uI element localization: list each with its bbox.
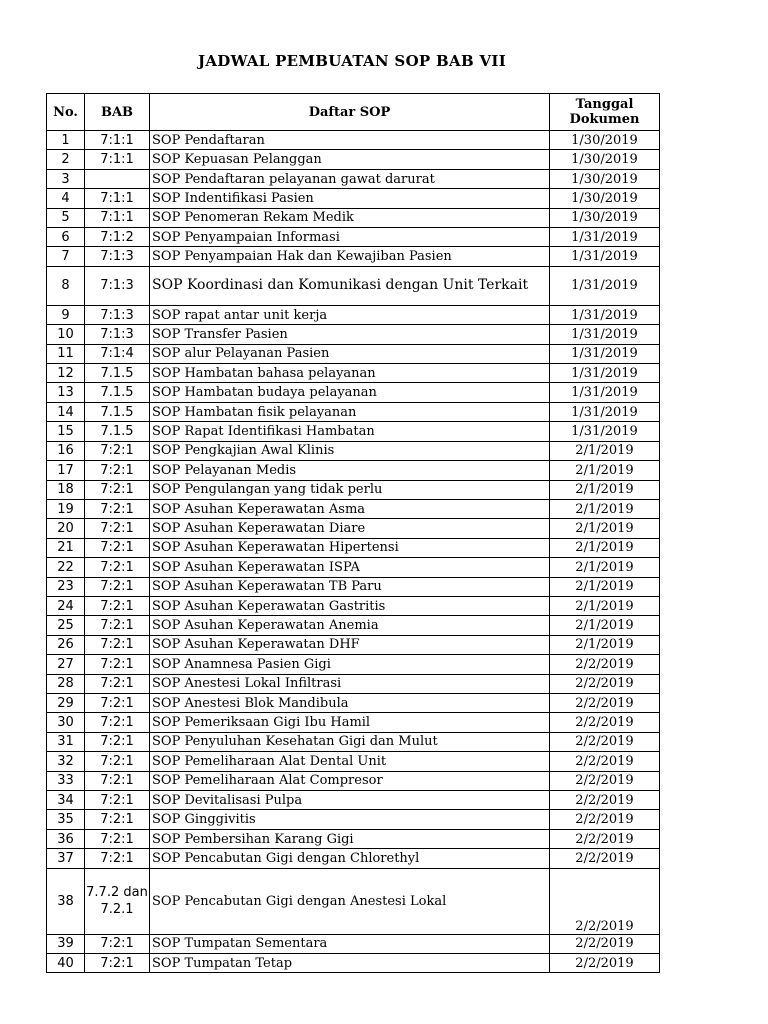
row-date: 1/31/2019 [550, 266, 660, 305]
table-row [47, 422, 660, 441]
row-bab: 7.1.5 [85, 383, 150, 402]
row-sop-name: SOP Penyampaian Hak dan Kewajiban Pasien [150, 247, 550, 266]
row-number: 3 [47, 169, 85, 188]
row-number: 1 [47, 131, 85, 150]
row-bab: 7:2:1 [85, 441, 150, 460]
row-date: 1/31/2019 [550, 344, 660, 363]
row-date: 2/1/2019 [550, 499, 660, 518]
row-bab: 7:2:1 [85, 519, 150, 538]
table-row [47, 674, 660, 693]
row-date: 2/2/2019 [550, 868, 660, 934]
row-sop-name: SOP Asuhan Keperawatan DHF [150, 635, 550, 654]
row-number: 23 [47, 577, 85, 596]
row-bab: 7:2:1 [85, 849, 150, 868]
row-number: 27 [47, 655, 85, 674]
row-number: 14 [47, 402, 85, 421]
row-number: 25 [47, 616, 85, 635]
row-bab: 7:1:1 [85, 189, 150, 208]
table-row [47, 519, 660, 538]
row-date: 1/30/2019 [550, 169, 660, 188]
row-date: 2/2/2019 [550, 934, 660, 953]
row-bab: 7:2:1 [85, 635, 150, 654]
row-bab: 7.7.2 dan 7.2.1 [85, 868, 150, 934]
row-number: 13 [47, 383, 85, 402]
table-row [47, 732, 660, 751]
row-bab: 7:2:1 [85, 577, 150, 596]
table-row [47, 596, 660, 615]
row-date: 2/2/2019 [550, 771, 660, 790]
row-number: 15 [47, 422, 85, 441]
row-number: 31 [47, 732, 85, 751]
row-number: 32 [47, 752, 85, 771]
table-row [47, 829, 660, 848]
row-date: 2/2/2019 [550, 674, 660, 693]
row-sop-name: SOP Pemeliharaan Alat Dental Unit [150, 752, 550, 771]
sop-schedule-table [46, 93, 660, 973]
row-number: 28 [47, 674, 85, 693]
row-sop-name: SOP Asuhan Keperawatan TB Paru [150, 577, 550, 596]
row-bab: 7:2:1 [85, 752, 150, 771]
table-row [47, 752, 660, 771]
table-row [47, 189, 660, 208]
row-bab: 7:1:1 [85, 131, 150, 150]
row-bab: 7:2:1 [85, 954, 150, 973]
table-row [47, 954, 660, 973]
table-row [47, 344, 660, 363]
table-row [47, 616, 660, 635]
table-row [47, 558, 660, 577]
table-row [47, 305, 660, 324]
header-no: No. [47, 94, 85, 131]
row-sop-name: SOP Kepuasan Pelanggan [150, 150, 550, 169]
row-number: 18 [47, 480, 85, 499]
row-sop-name: SOP Ginggivitis [150, 810, 550, 829]
row-bab: 7:2:1 [85, 732, 150, 751]
row-bab: 7:1:3 [85, 325, 150, 344]
table-row [47, 364, 660, 383]
row-date: 2/1/2019 [550, 480, 660, 499]
row-number: 39 [47, 934, 85, 953]
row-sop-name: SOP Devitalisasi Pulpa [150, 791, 550, 810]
row-number: 34 [47, 791, 85, 810]
row-date: 1/31/2019 [550, 422, 660, 441]
table-row [47, 577, 660, 596]
row-date: 1/30/2019 [550, 208, 660, 227]
row-sop-name: SOP Anamnesa Pasien Gigi [150, 655, 550, 674]
table-header-row [47, 94, 660, 131]
table-row [47, 538, 660, 557]
table-row [47, 849, 660, 868]
table-row [47, 247, 660, 266]
row-sop-name: SOP Penyampaian Informasi [150, 228, 550, 247]
row-bab: 7:2:1 [85, 829, 150, 848]
table-row [47, 383, 660, 402]
row-number: 10 [47, 325, 85, 344]
row-date: 1/31/2019 [550, 364, 660, 383]
row-sop-name: SOP Koordinasi dan Komunikasi dengan Unit Terkait [150, 266, 550, 305]
table-row [47, 693, 660, 712]
row-bab [85, 169, 150, 188]
row-date: 1/30/2019 [550, 131, 660, 150]
row-sop-name: SOP Tumpatan Sementara [150, 934, 550, 953]
row-sop-name: SOP Anestesi Blok Mandibula [150, 693, 550, 712]
row-date: 1/31/2019 [550, 305, 660, 324]
row-number: 16 [47, 441, 85, 460]
row-bab: 7:2:1 [85, 713, 150, 732]
row-number: 19 [47, 499, 85, 518]
row-sop-name: SOP Asuhan Keperawatan ISPA [150, 558, 550, 577]
row-bab: 7:2:1 [85, 616, 150, 635]
table-body [47, 131, 660, 973]
row-date: 2/2/2019 [550, 791, 660, 810]
row-bab: 7:2:1 [85, 655, 150, 674]
row-number: 30 [47, 713, 85, 732]
row-bab: 7.1.5 [85, 364, 150, 383]
table-row [47, 169, 660, 188]
row-date: 2/1/2019 [550, 635, 660, 654]
row-date: 2/2/2019 [550, 849, 660, 868]
row-sop-name: SOP Pencabutan Gigi dengan Chlorethyl [150, 849, 550, 868]
row-number: 5 [47, 208, 85, 227]
row-date: 2/2/2019 [550, 732, 660, 751]
table-row [47, 499, 660, 518]
row-sop-name: SOP Pendaftaran pelayanan gawat darurat [150, 169, 550, 188]
row-number: 38 [47, 868, 85, 934]
row-date: 2/2/2019 [550, 752, 660, 771]
row-number: 22 [47, 558, 85, 577]
row-sop-name: SOP Pemeliharaan Alat Compresor [150, 771, 550, 790]
row-bab: 7:2:1 [85, 596, 150, 615]
row-number: 8 [47, 266, 85, 305]
row-bab: 7:1:1 [85, 208, 150, 227]
row-sop-name: SOP Pelayanan Medis [150, 461, 550, 480]
row-bab: 7:1:4 [85, 344, 150, 363]
row-number: 11 [47, 344, 85, 363]
row-sop-name: SOP Rapat Identifikasi Hambatan [150, 422, 550, 441]
table-row [47, 266, 660, 305]
row-number: 9 [47, 305, 85, 324]
table-row [47, 150, 660, 169]
row-number: 33 [47, 771, 85, 790]
table-row [47, 791, 660, 810]
row-bab: 7:2:1 [85, 461, 150, 480]
row-bab: 7:1:3 [85, 305, 150, 324]
row-number: 35 [47, 810, 85, 829]
row-number: 37 [47, 849, 85, 868]
table-row [47, 131, 660, 150]
row-sop-name: SOP rapat antar unit kerja [150, 305, 550, 324]
row-date: 1/31/2019 [550, 228, 660, 247]
row-sop-name: SOP Pemeriksaan Gigi Ibu Hamil [150, 713, 550, 732]
row-sop-name: SOP Asuhan Keperawatan Asma [150, 499, 550, 518]
row-date: 2/1/2019 [550, 616, 660, 635]
row-sop-name: SOP Indentifikasi Pasien [150, 189, 550, 208]
row-date: 2/1/2019 [550, 441, 660, 460]
row-bab: 7:2:1 [85, 558, 150, 577]
row-bab: 7:2:1 [85, 674, 150, 693]
table-row [47, 655, 660, 674]
row-number: 40 [47, 954, 85, 973]
row-date: 2/1/2019 [550, 538, 660, 557]
row-bab: 7.1.5 [85, 402, 150, 421]
row-bab: 7:2:1 [85, 480, 150, 499]
header-tanggal-dokumen: Tanggal Dokumen [550, 94, 660, 131]
table-row [47, 713, 660, 732]
header-bab: BAB [85, 94, 150, 131]
row-sop-name: SOP Pencabutan Gigi dengan Anestesi Lokal [150, 868, 550, 934]
row-sop-name: SOP Pengkajian Awal Klinis [150, 441, 550, 460]
row-sop-name: SOP Pengulangan yang tidak perlu [150, 480, 550, 499]
document-title: JADWAL PEMBUATAN SOP BAB VII [197, 52, 507, 70]
row-date: 2/2/2019 [550, 954, 660, 973]
row-number: 24 [47, 596, 85, 615]
row-number: 2 [47, 150, 85, 169]
row-number: 29 [47, 693, 85, 712]
row-date: 2/2/2019 [550, 713, 660, 732]
row-bab: 7:1:3 [85, 266, 150, 305]
row-sop-name: SOP Penyuluhan Kesehatan Gigi dan Mulut [150, 732, 550, 751]
table-row [47, 325, 660, 344]
row-date: 1/31/2019 [550, 402, 660, 421]
table-row [47, 441, 660, 460]
table-row [47, 635, 660, 654]
row-number: 36 [47, 829, 85, 848]
row-date: 1/30/2019 [550, 150, 660, 169]
table-row [47, 771, 660, 790]
row-date: 1/30/2019 [550, 189, 660, 208]
row-date: 2/1/2019 [550, 577, 660, 596]
table-row [47, 868, 660, 934]
row-sop-name: SOP Asuhan Keperawatan Hipertensi [150, 538, 550, 557]
row-sop-name: SOP Asuhan Keperawatan Diare [150, 519, 550, 538]
row-sop-name: SOP Anestesi Lokal Infiltrasi [150, 674, 550, 693]
row-sop-name: SOP Tumpatan Tetap [150, 954, 550, 973]
row-bab: 7:2:1 [85, 810, 150, 829]
table-row [47, 402, 660, 421]
row-bab: 7:2:1 [85, 771, 150, 790]
row-number: 21 [47, 538, 85, 557]
row-date: 2/1/2019 [550, 461, 660, 480]
row-bab: 7:2:1 [85, 791, 150, 810]
row-date: 2/1/2019 [550, 519, 660, 538]
row-number: 6 [47, 228, 85, 247]
table-row [47, 480, 660, 499]
row-sop-name: SOP Hambatan bahasa pelayanan [150, 364, 550, 383]
row-bab: 7:1:1 [85, 150, 150, 169]
row-sop-name: SOP Asuhan Keperawatan Anemia [150, 616, 550, 635]
row-date: 2/2/2019 [550, 829, 660, 848]
row-date: 1/31/2019 [550, 325, 660, 344]
row-sop-name: SOP Asuhan Keperawatan Gastritis [150, 596, 550, 615]
row-date: 2/2/2019 [550, 655, 660, 674]
row-number: 17 [47, 461, 85, 480]
row-sop-name: SOP Hambatan budaya pelayanan [150, 383, 550, 402]
row-bab: 7.1.5 [85, 422, 150, 441]
row-sop-name: SOP Pembersihan Karang Gigi [150, 829, 550, 848]
row-sop-name: SOP Pendaftaran [150, 131, 550, 150]
header-daftar-sop: Daftar SOP [150, 94, 550, 131]
table-row [47, 934, 660, 953]
row-date: 1/31/2019 [550, 383, 660, 402]
row-sop-name: SOP Penomeran Rekam Medik [150, 208, 550, 227]
row-date: 2/1/2019 [550, 558, 660, 577]
row-date: 2/1/2019 [550, 596, 660, 615]
row-number: 26 [47, 635, 85, 654]
row-sop-name: SOP Transfer Pasien [150, 325, 550, 344]
row-date: 2/2/2019 [550, 693, 660, 712]
row-date: 2/2/2019 [550, 810, 660, 829]
table-row [47, 461, 660, 480]
row-number: 4 [47, 189, 85, 208]
row-bab: 7:1:3 [85, 247, 150, 266]
row-bab: 7:2:1 [85, 934, 150, 953]
row-number: 12 [47, 364, 85, 383]
table-row [47, 810, 660, 829]
row-number: 20 [47, 519, 85, 538]
row-bab: 7:2:1 [85, 693, 150, 712]
row-bab: 7:2:1 [85, 499, 150, 518]
row-number: 7 [47, 247, 85, 266]
row-bab: 7:2:1 [85, 538, 150, 557]
table-row [47, 228, 660, 247]
row-sop-name: SOP Hambatan fisik pelayanan [150, 402, 550, 421]
row-sop-name: SOP alur Pelayanan Pasien [150, 344, 550, 363]
row-bab: 7:1:2 [85, 228, 150, 247]
table-row [47, 208, 660, 227]
row-date: 1/31/2019 [550, 247, 660, 266]
